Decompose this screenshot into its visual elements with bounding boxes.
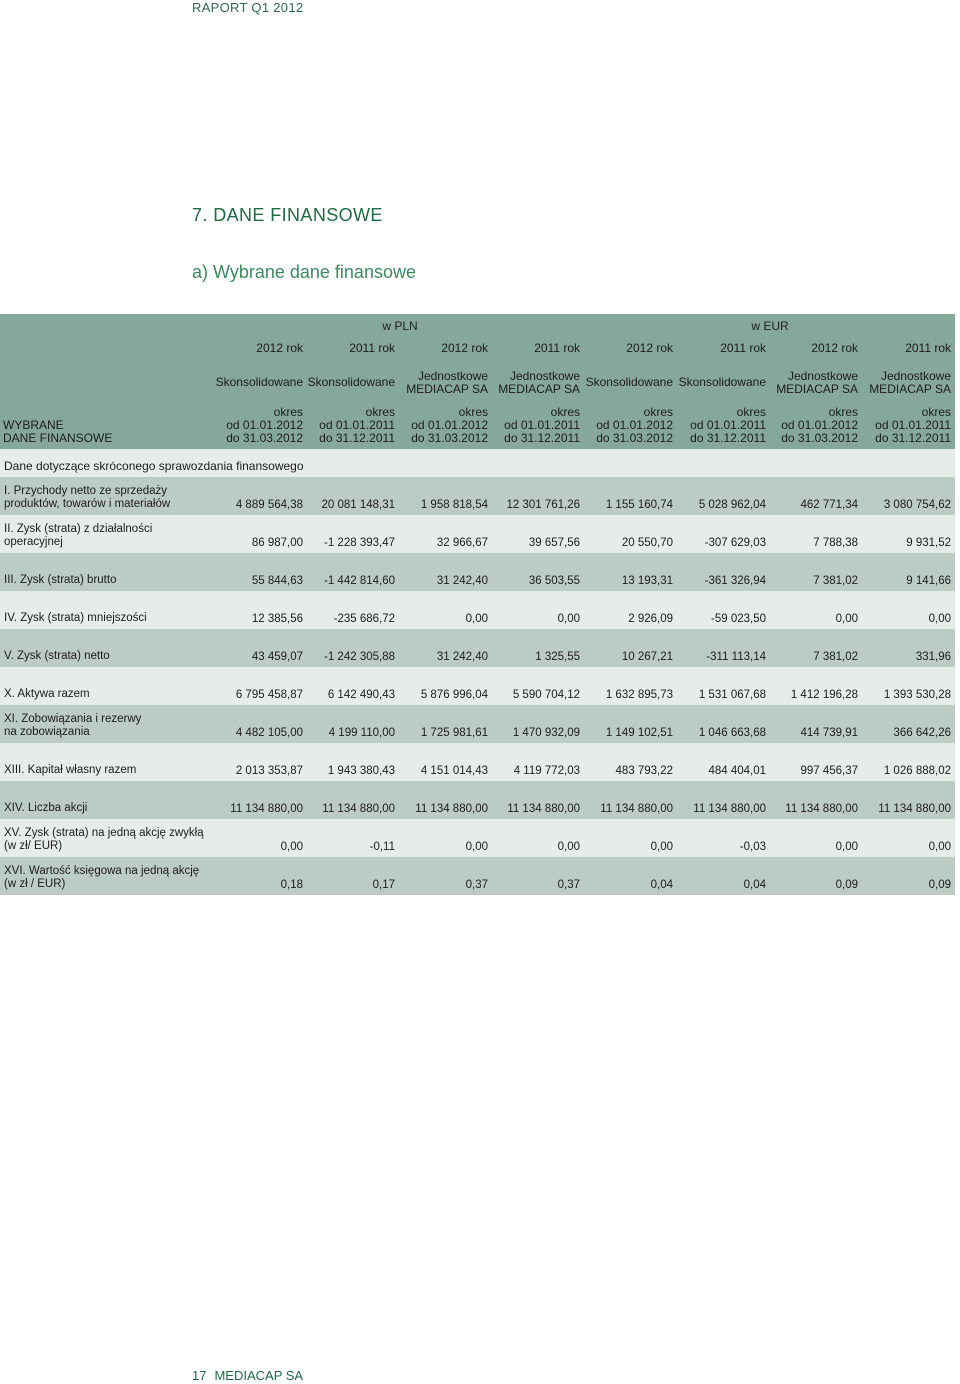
row-label	[4, 865, 234, 891]
table-cell: 4 151 014,43	[420, 765, 488, 777]
table-cell: 7 381,02	[813, 575, 858, 587]
column-okres: okres	[365, 405, 395, 419]
column-year: 2012 rok	[441, 341, 488, 355]
row-label	[4, 523, 234, 549]
table-row	[0, 819, 955, 857]
column-year: 2012 rok	[811, 341, 858, 355]
table-cell: 0,00	[928, 613, 951, 625]
row-label-line2: (w zł/ EUR)	[4, 840, 63, 852]
column-type: Jednostkowe	[880, 369, 951, 383]
financial-data-table	[0, 314, 955, 895]
table-cell: 6 795 458,87	[235, 689, 303, 701]
table-cell: 0,00	[650, 841, 673, 853]
column-year: 2011 rok	[720, 341, 766, 355]
table-cell: 1 149 102,51	[605, 727, 673, 739]
table-cell: 0,37	[465, 879, 488, 891]
column-type: Skonsolidowane	[585, 375, 673, 389]
row-label	[4, 688, 234, 701]
row-label-line2: produktów, towarów i materiałów	[4, 498, 171, 510]
subsection-title: a) Wybrane dane finansowe	[192, 262, 416, 282]
table-row	[0, 781, 955, 819]
row-label-line1: XV. Zysk (strata) na jedną akcję zwykłą	[4, 827, 204, 839]
table-row	[0, 629, 955, 667]
table-cell: -0,11	[369, 841, 395, 853]
table-cell: 0,00	[465, 613, 488, 625]
table-cell: 0,09	[928, 879, 951, 891]
column-period-from: od 01.01.2012	[596, 418, 673, 432]
column-period-to: do 31.03.2012	[411, 431, 488, 445]
table-cell: 11 134 880,00	[322, 803, 395, 815]
column-period-to: do 31.12.2011	[875, 431, 951, 445]
column-period-from: od 01.01.2012	[226, 418, 303, 432]
table-cell: 0,18	[280, 879, 303, 891]
table-cell: 43 459,07	[251, 651, 303, 663]
row-label-line1: II. Zysk (strata) z działalności	[4, 523, 153, 535]
section-label: Dane dotyczące skróconego sprawozdania finansowego	[4, 459, 304, 473]
column-type: Jednostkowe	[509, 369, 580, 383]
column-okres: okres	[273, 405, 303, 419]
table-cell: 2 926,09	[628, 613, 673, 625]
table-cell: 462 771,34	[800, 499, 858, 511]
table-cell: 0,00	[465, 841, 488, 853]
column-type: Skonsolidowane	[307, 375, 395, 389]
table-cell: 1 943 380,43	[327, 765, 395, 777]
table-header	[0, 314, 955, 449]
table-row	[0, 553, 955, 591]
group-eur-label: w EUR	[751, 319, 789, 333]
table-cell: -235 686,72	[333, 613, 395, 625]
row-label	[4, 827, 234, 853]
table-cell: 997 456,37	[800, 765, 858, 777]
table-cell: 0,00	[280, 841, 303, 853]
column-type: Jednostkowe	[417, 369, 488, 383]
table-cell: 5 590 704,12	[512, 689, 580, 701]
row-label	[4, 574, 234, 587]
footer-company: MEDIACAP SA	[214, 1368, 304, 1383]
table-cell: 12 301 761,26	[506, 499, 580, 511]
table-cell: 11 134 880,00	[785, 803, 858, 815]
table-cell: 1 393 530,28	[883, 689, 951, 701]
row-label-line2: na zobowiązania	[4, 726, 90, 738]
page-number: 17	[192, 1368, 207, 1383]
row-label-line1: V. Zysk (strata) netto	[4, 650, 110, 662]
column-okres: okres	[828, 405, 858, 419]
table-row	[0, 477, 955, 515]
column-year: 2012 rok	[256, 341, 303, 355]
column-year: 2012 rok	[626, 341, 673, 355]
table-cell: 11 134 880,00	[415, 803, 488, 815]
report-label: RAPORT Q1 2012	[192, 0, 304, 15]
table-cell: 0,17	[372, 879, 395, 891]
row-header-label	[3, 419, 112, 445]
column-period-from: od 01.01.2011	[319, 418, 395, 432]
table-cell: 484 404,01	[708, 765, 766, 777]
table-cell: 0,00	[835, 841, 858, 853]
column-entity: MEDIACAP SA	[406, 382, 488, 396]
row-label	[4, 802, 234, 815]
column-period-from: od 01.01.2012	[411, 418, 488, 432]
table-cell: 5 876 996,04	[420, 689, 488, 701]
column-entity: MEDIACAP SA	[776, 382, 858, 396]
column-period-to: do 31.03.2012	[226, 431, 303, 445]
table-cell: 6 142 490,43	[327, 689, 395, 701]
column-year: 2011 rok	[534, 341, 580, 355]
table-cell: 13 193,31	[621, 575, 673, 587]
column-okres: okres	[736, 405, 766, 419]
table-cell: 0,37	[557, 879, 580, 891]
row-label-line1: XVI. Wartość księgowa na jedną akcję	[4, 865, 200, 877]
table-cell: 1 412 196,28	[790, 689, 858, 701]
table-cell: -1 228 393,47	[324, 537, 395, 549]
table-row	[0, 667, 955, 705]
table-cell: 483 793,22	[615, 765, 673, 777]
section-title: 7. DANE FINANSOWE	[192, 205, 383, 225]
row-label	[4, 713, 234, 739]
column-okres: okres	[921, 405, 951, 419]
table-cell: 4 482 105,00	[235, 727, 303, 739]
column-period-to: do 31.03.2012	[781, 431, 858, 445]
table-cell: 10 267,21	[621, 651, 673, 663]
column-type: Skonsolidowane	[215, 375, 303, 389]
column-year: 2011 rok	[349, 341, 395, 355]
table-cell: 7 381,02	[813, 651, 858, 663]
table-cell: 9 931,52	[906, 537, 951, 549]
row-header-line1: WYBRANE	[3, 418, 64, 432]
table-cell: 1 155 160,74	[605, 499, 673, 511]
column-type: Skonsolidowane	[678, 375, 766, 389]
table-cell: 414 739,91	[800, 727, 858, 739]
row-label-line1: X. Aktywa razem	[4, 688, 90, 700]
table-cell: 11 134 880,00	[600, 803, 673, 815]
column-period-from: od 01.01.2011	[504, 418, 580, 432]
table-row	[0, 515, 955, 553]
row-label-line1: IV. Zysk (strata) mniejszości	[4, 612, 147, 624]
table-row	[0, 857, 955, 895]
column-entity: MEDIACAP SA	[869, 382, 951, 396]
table-row	[0, 591, 955, 629]
table-cell: 1 470 932,09	[512, 727, 580, 739]
table-cell: -307 629,03	[704, 537, 766, 549]
row-label-line1: III. Zysk (strata) brutto	[4, 574, 117, 586]
table-cell: 4 199 110,00	[328, 727, 395, 739]
table-cell: -59 023,50	[711, 613, 766, 625]
table-cell: 12 385,56	[251, 613, 303, 625]
table-cell: 20 550,70	[621, 537, 673, 549]
column-entity: MEDIACAP SA	[498, 382, 580, 396]
table-cell: 39 657,56	[528, 537, 580, 549]
column-period-from: od 01.01.2011	[875, 418, 951, 432]
table-cell: 3 080 754,62	[883, 499, 951, 511]
table-cell: 31 242,40	[436, 651, 488, 663]
row-label	[4, 650, 234, 663]
table-cell: 1 632 895,73	[605, 689, 673, 701]
column-period-from: od 01.01.2012	[781, 418, 858, 432]
column-okres: okres	[458, 405, 488, 419]
column-okres: okres	[550, 405, 580, 419]
table-cell: 11 134 880,00	[507, 803, 580, 815]
table-cell: 4 889 564,38	[235, 499, 303, 511]
table-cell: 1 046 663,68	[698, 727, 766, 739]
table-cell: 0,04	[743, 879, 766, 891]
table-cell: -0,03	[739, 841, 766, 853]
table-cell: 36 503,55	[528, 575, 580, 587]
table-cell: 1 026 888,02	[883, 765, 951, 777]
table-cell: 9 141,66	[906, 575, 951, 587]
row-label	[4, 612, 234, 625]
table-cell: 32 966,67	[436, 537, 488, 549]
column-period-from: od 01.01.2011	[690, 418, 766, 432]
table-cell: 4 119 772,03	[513, 765, 580, 777]
row-label-line1: XIV. Liczba akcji	[4, 802, 88, 814]
table-cell: 366 642,26	[893, 727, 951, 739]
table-cell: -1 442 814,60	[324, 575, 395, 587]
table-cell: 5 028 962,04	[698, 499, 766, 511]
column-period-to: do 31.12.2011	[690, 431, 766, 445]
row-label	[4, 485, 234, 511]
table-cell: 1 325,55	[535, 651, 580, 663]
group-pln-label: w PLN	[382, 319, 418, 333]
column-year: 2011 rok	[905, 341, 951, 355]
table-cell: 0,00	[557, 613, 580, 625]
table-row	[0, 743, 955, 781]
table-cell: 11 134 880,00	[693, 803, 766, 815]
table-cell: 20 081 148,31	[321, 499, 395, 511]
column-type: Jednostkowe	[787, 369, 858, 383]
table-cell: 86 987,00	[251, 537, 303, 549]
table-cell: 1 531 067,68	[698, 689, 766, 701]
table-cell: 0,09	[835, 879, 858, 891]
table-cell: 7 788,38	[813, 537, 858, 549]
row-label-line2: operacyjnej	[4, 536, 63, 548]
table-cell: 0,00	[928, 841, 951, 853]
table-cell: 31 242,40	[436, 575, 488, 587]
row-label-line1: I. Przychody netto ze sprzedaży	[4, 485, 167, 497]
table-body	[0, 477, 955, 895]
table-cell: 1 725 981,61	[420, 727, 488, 739]
table-row	[0, 705, 955, 743]
table-cell: 0,00	[557, 841, 580, 853]
table-cell: -1 242 305,88	[324, 651, 395, 663]
table-cell: 11 134 880,00	[878, 803, 951, 815]
table-cell: 1 958 818,54	[420, 499, 488, 511]
row-label	[4, 764, 234, 777]
column-okres: okres	[643, 405, 673, 419]
row-header-line2: DANE FINANSOWE	[3, 431, 113, 445]
section-label-row	[0, 449, 955, 477]
column-period-to: do 31.12.2011	[504, 431, 580, 445]
row-label-line2: (w zł / EUR)	[4, 878, 66, 890]
table-cell: 11 134 880,00	[230, 803, 303, 815]
column-period-to: do 31.12.2011	[319, 431, 395, 445]
table-cell: 0,04	[650, 879, 673, 891]
table-cell: 0,00	[835, 613, 858, 625]
row-label-line1: XI. Zobowiązania i rezerwy	[4, 713, 142, 725]
table-cell: 331,96	[915, 651, 951, 663]
table-cell: 2 013 353,87	[235, 765, 303, 777]
table-cell: -311 113,14	[706, 651, 766, 663]
table-cell: 55 844,63	[251, 575, 303, 587]
page-footer	[192, 1368, 303, 1383]
table-cell: -361 326,94	[704, 575, 766, 587]
column-period-to: do 31.03.2012	[596, 431, 673, 445]
row-label-line1: XIII. Kapitał własny razem	[4, 764, 137, 776]
